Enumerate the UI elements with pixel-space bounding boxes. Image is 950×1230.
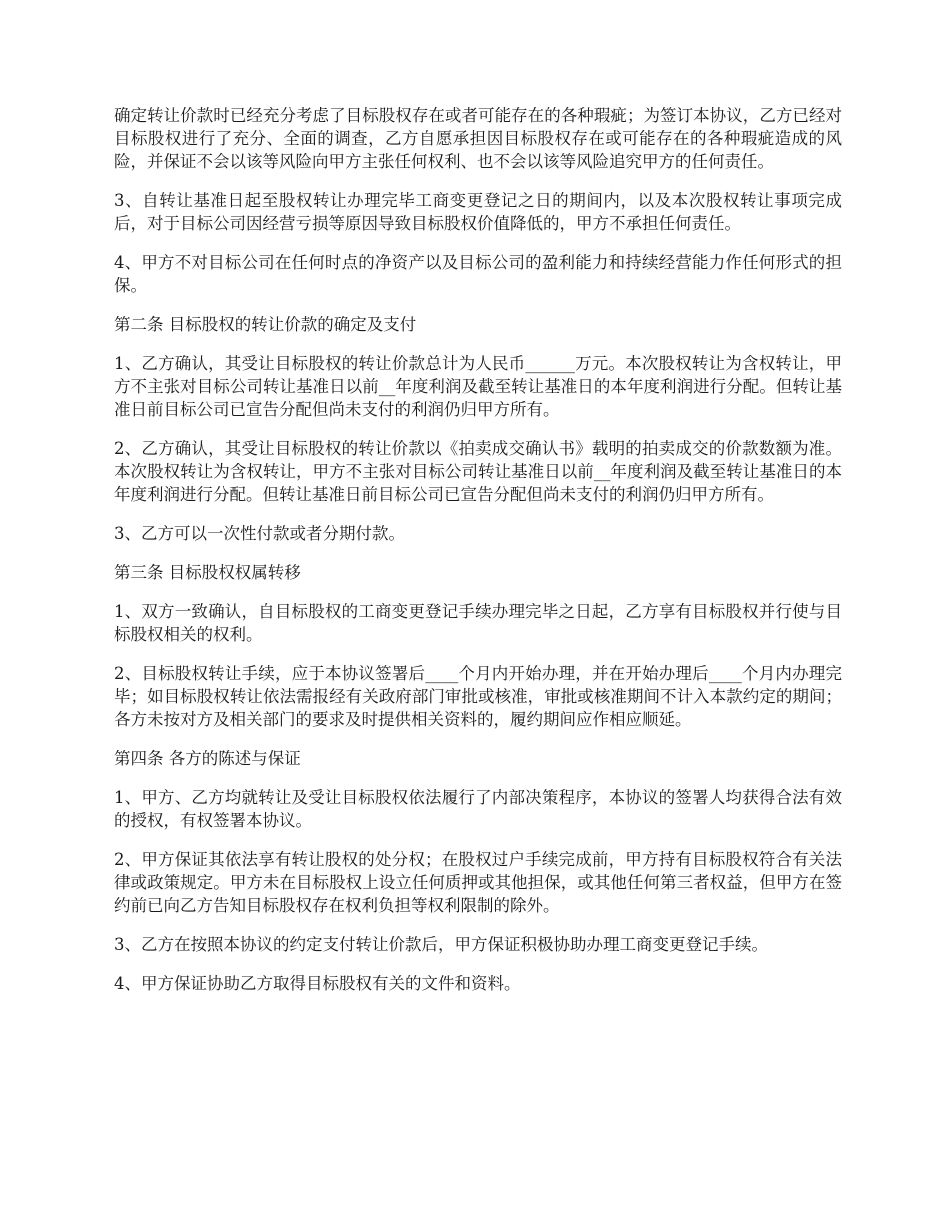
paragraph: 1、双方一致确认，自目标股权的工商变更登记手续办理完毕之日起，乙方享有目标股权并行使与目标股权相关的权利。 <box>114 602 842 644</box>
section-heading: 第三条 目标股权权属转移 <box>114 563 301 582</box>
paragraph: 2、乙方确认，其受让目标股权的转让价款以《拍卖成交确认书》载明的拍卖成交的价款数额为准。本次股权转让为含权转让，甲方不主张对目标公司转让基准日以前__年度利润及截至转让基准日的本年度利润进行分配。但转让基准日前目标公司已宣告分配但尚未支付的利润仍归甲方所有。 <box>114 439 842 504</box>
paragraph: 3、乙方在按照本协议的约定支付转让价款后，甲方保证积极协助办理工商变更登记手续。 <box>114 935 768 954</box>
paragraph: 1、甲方、乙方均就转让及受让目标股权依法履行了内部决策程序，本协议的签署人均获得合法有效的授权，有权签署本协议。 <box>114 788 842 830</box>
document-body <box>114 104 842 1011</box>
paragraph: 4、甲方不对目标公司在任何时点的净资产以及目标公司的盈利能力和持续经营能力作任何形式的担保。 <box>114 253 842 295</box>
paragraph: 3、自转让基准日起至股权转让办理完毕工商变更登记之日的期间内，以及本次股权转让事项完成后，对于目标公司因经营亏损等原因导致目标股权价值降低的，甲方不承担任何责任。 <box>114 191 842 233</box>
paragraph: 4、甲方保证协助乙方取得目标股权有关的文件和资料。 <box>114 974 521 993</box>
section-heading: 第二条 目标股权的转让价款的确定及支付 <box>114 315 417 334</box>
paragraph: 3、乙方可以一次性付款或者分期付款。 <box>114 524 405 543</box>
paragraph: 2、甲方保证其依法享有转让股权的处分权；在股权过户手续完成前，甲方持有目标股权符合有关法律或政策规定。甲方未在目标股权上设立任何质押或其他担保，或其他任何第三者权益，但甲方在签约前已向乙方告知目标股权存在权利负担等权利限制的除外。 <box>114 850 842 915</box>
section-heading: 第四条 各方的陈述与保证 <box>114 749 301 768</box>
paragraph: 确定转让价款时已经充分考虑了目标股权存在或者可能存在的各种瑕疵；为签订本协议，乙方已经对目标股权进行了充分、全面的调查，乙方自愿承担因目标股权存在或可能存在的各种瑕疵造成的风险，并保证不会以该等风险向甲方主张任何权利、也不会以该等风险追究甲方的任何责任。 <box>114 106 842 171</box>
paragraph: 1、乙方确认，其受让目标股权的转让价款总计为人民币______万元。本次股权转让为含权转让，甲方不主张对目标公司转让基准日以前__年度利润及截至转让基准日的本年度利润进行分配。但转让基准日前目标公司已宣告分配但尚未支付的利润仍归甲方所有。 <box>114 354 842 419</box>
paragraph: 2、目标股权转让手续，应于本协议签署后____个月内开始办理，并在开始办理后____个月内办理完毕；如目标股权转让依法需报经有关政府部门审批或核准，审批或核准期间不计入本款约定的期间；各方未按对方及相关部门的要求及时提供相关资料的，履约期间应作相应顺延。 <box>114 664 842 729</box>
